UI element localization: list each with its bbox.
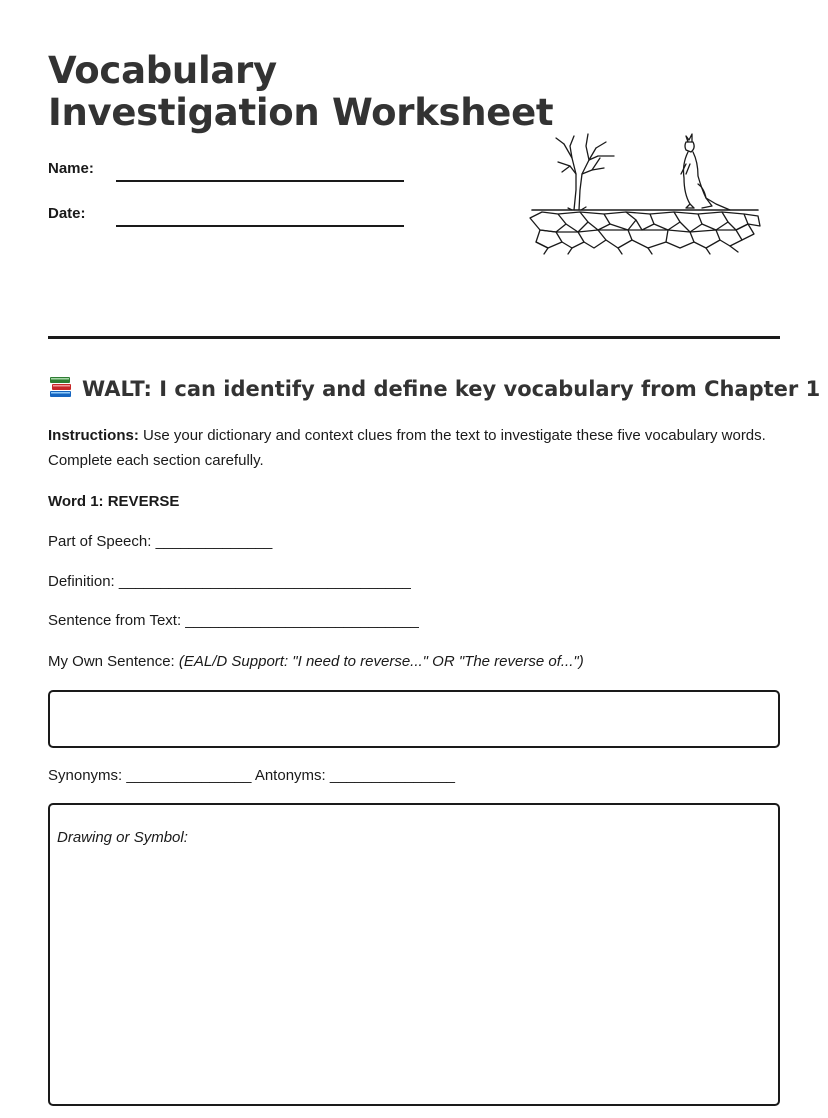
dry-landscape-illustration	[526, 128, 762, 258]
instructions-label: Instructions:	[48, 427, 139, 444]
books-icon	[48, 374, 74, 400]
drawing-label: Drawing or Symbol:	[57, 829, 188, 846]
word-heading: Word 1: REVERSE	[48, 493, 180, 510]
date-label: Date:	[48, 205, 86, 222]
walt-heading	[48, 374, 820, 404]
instructions-paragraph	[48, 423, 768, 473]
own-sentence-box[interactable]	[48, 690, 780, 748]
eald-support-hint: (EAL/D Support: "I need to reverse..." OR "The reverse of...")	[178, 653, 584, 670]
own-sentence-label: My Own Sentence:	[48, 653, 179, 670]
drawing-box[interactable]	[48, 803, 780, 1106]
page-title	[48, 50, 553, 134]
sentence-from-text-line[interactable]: Sentence from Text: ____________________________	[48, 612, 419, 629]
name-label: Name:	[48, 160, 94, 177]
date-field[interactable]	[48, 205, 408, 229]
synonyms-antonyms-line[interactable]: Synonyms: _______________ Antonyms: _______________	[48, 767, 455, 784]
instructions-text: Use your dictionary and context clues from the text to investigate these five vocabulary words. Complete each section carefully.	[48, 427, 766, 469]
part-of-speech-line[interactable]: Part of Speech: ______________	[48, 533, 273, 550]
walt-text: WALT: I can identify and define key vocabulary from Chapter 1	[82, 377, 821, 401]
title-line-1: Vocabulary	[48, 49, 277, 92]
definition-line[interactable]: Definition: ___________________________________	[48, 573, 411, 590]
name-field[interactable]	[48, 160, 408, 184]
date-line[interactable]	[116, 225, 404, 227]
name-line[interactable]	[116, 180, 404, 182]
title-line-2: Investigation Worksheet	[48, 91, 554, 134]
section-divider	[48, 336, 780, 339]
own-sentence-prompt	[48, 653, 584, 670]
